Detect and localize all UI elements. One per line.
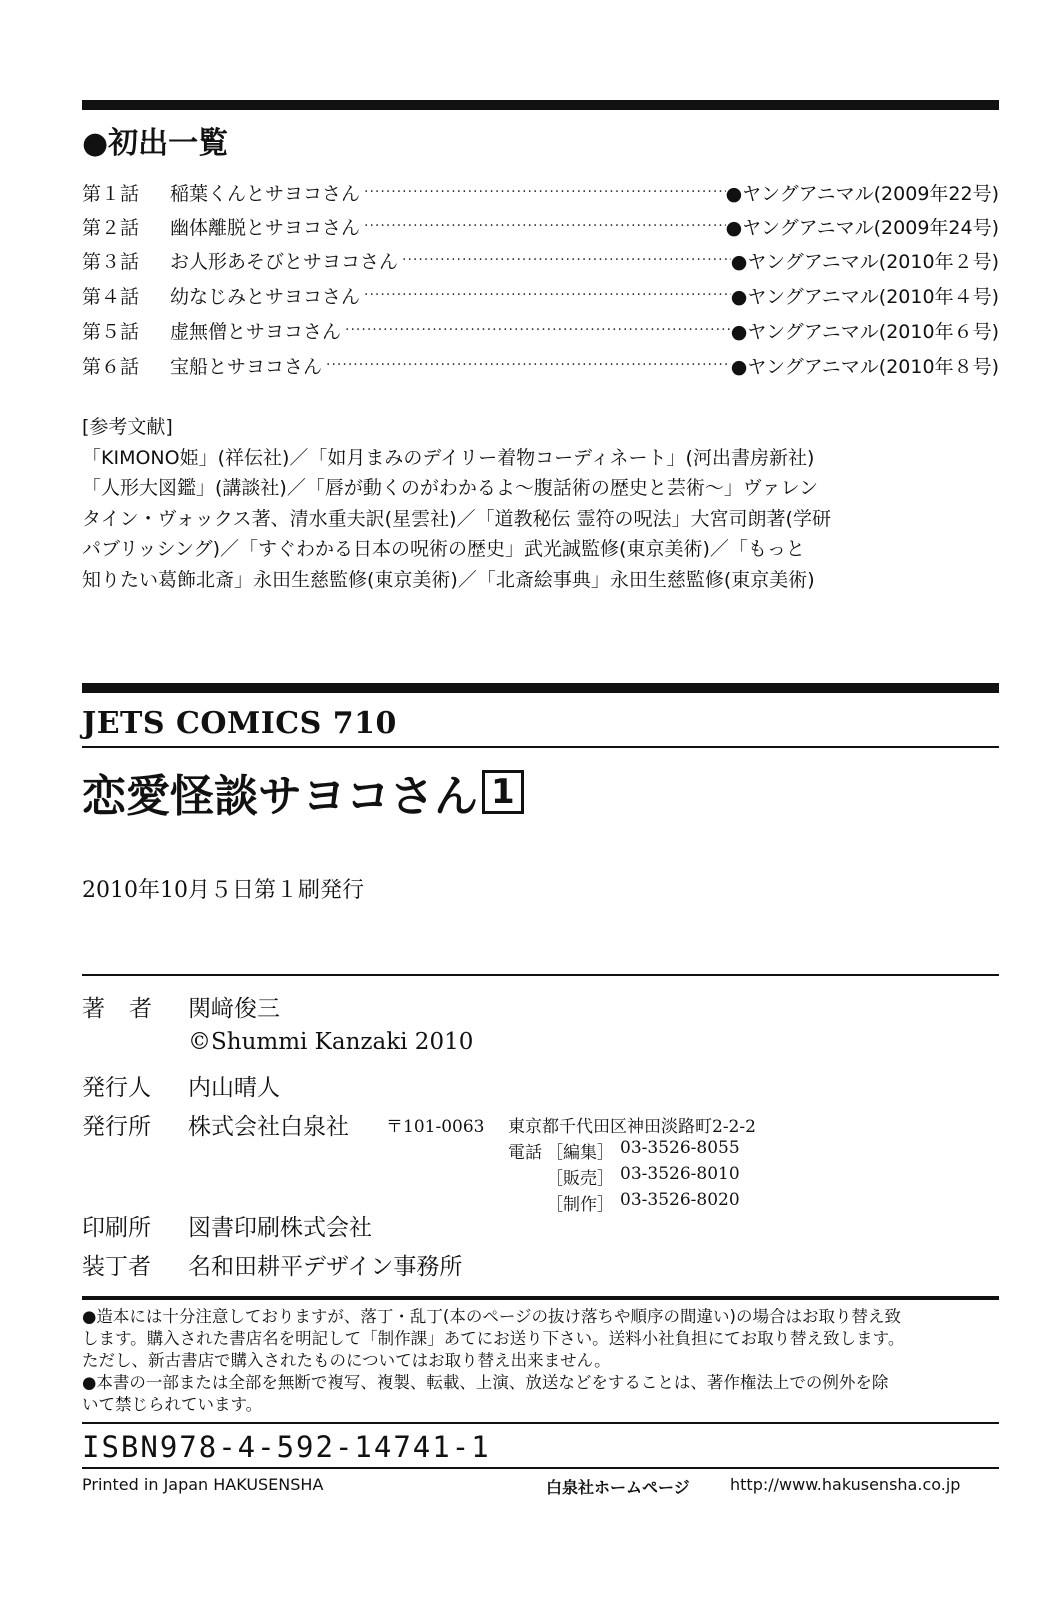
copyright: ©Shummi Kanzaki 2010	[188, 1029, 474, 1055]
phone-dept: ［販売］	[546, 1169, 614, 1189]
episode-publication: ●ヤングアニマル(2009年24号)	[725, 216, 999, 239]
homepage-url[interactable]: http://www.hakusensha.co.jp	[730, 1475, 961, 1494]
publisher-person-label: 発行人	[82, 1075, 151, 1101]
reference-line: 「KIMONO姫」(祥伝社)／「如月まみのデイリー着物コーディネート」(河出書房新社)	[82, 446, 815, 469]
isbn-rule	[82, 1422, 999, 1424]
homepage-label: 白泉社ホームページ	[546, 1478, 690, 1497]
credits-rule	[82, 974, 999, 976]
first-appearance-heading: ●初出一覧	[82, 126, 229, 161]
episode-row	[82, 245, 999, 275]
postal-code: 〒101-0063	[386, 1117, 485, 1137]
series-label: JETS COMICS 710	[82, 706, 397, 741]
phone-number: 03-3526-8020	[620, 1190, 740, 1210]
episode-number: 第５話	[82, 320, 140, 343]
episode-number: 第１話	[82, 182, 140, 205]
episode-row	[82, 211, 999, 241]
episode-publication: ●ヤングアニマル(2010年２号)	[730, 250, 999, 273]
dot-leader	[360, 184, 726, 200]
episode-title: 宝船とサヨコさん	[170, 355, 323, 378]
episode-number: 第６話	[82, 355, 140, 378]
phone-dept: ［編集］	[546, 1143, 614, 1163]
notice-block	[82, 1306, 999, 1416]
publisher-label: 発行所	[82, 1114, 151, 1140]
publisher-name: 株式会社白泉社	[188, 1114, 349, 1140]
episode-publication: ●ヤングアニマル(2009年22号)	[725, 182, 999, 205]
notice-line: ただし、新古書店で購入されたものについてはお取り替え出来ません。	[82, 1351, 611, 1370]
volume-number: 1	[482, 770, 524, 814]
phone-dept: ［制作］	[546, 1195, 614, 1215]
publisher-person: 内山晴人	[188, 1075, 280, 1101]
episode-number: 第２話	[82, 216, 140, 239]
reference-line: タイン・ヴォックス著、清水重夫訳(星雲社)／「道教秘伝 霊符の呪法」大宮司朗著(学研	[82, 507, 831, 530]
dot-leader	[322, 357, 731, 373]
design-label: 装丁者	[82, 1254, 151, 1280]
notice-line: いて禁じられています。	[82, 1395, 263, 1414]
reference-line: 知りたい葛飾北斎」永田生慈監修(東京美術)／「北斎絵事典」永田生慈監修(東京美術)	[82, 568, 815, 591]
printed-in: Printed in Japan HAKUSENSHA	[82, 1475, 324, 1494]
book-title	[82, 760, 524, 824]
author-name: 関﨑俊三	[188, 996, 280, 1022]
episode-title: 幼なじみとサヨコさん	[170, 285, 361, 308]
phone-number: 03-3526-8055	[620, 1138, 740, 1158]
episode-title: 稲葉くんとサヨコさん	[170, 182, 361, 205]
episode-row	[82, 280, 999, 310]
design-name: 名和田耕平デザイン事務所	[188, 1254, 463, 1280]
reference-line: パブリッシング)／「すぐわかる日本の呪術の歴史」武光誠監修(東京美術)／「もっと	[82, 538, 805, 560]
references-block	[82, 412, 962, 595]
episode-publication: ●ヤングアニマル(2010年８号)	[730, 355, 999, 378]
printer-label: 印刷所	[82, 1215, 151, 1241]
printer-name: 図書印刷株式会社	[188, 1215, 372, 1241]
dot-leader	[360, 287, 731, 303]
dot-leader	[360, 218, 726, 234]
episode-row	[82, 177, 999, 207]
phone-number: 03-3526-8010	[620, 1164, 740, 1184]
episode-publication: ●ヤングアニマル(2010年６号)	[730, 320, 999, 343]
dot-leader	[341, 322, 731, 338]
episode-row	[82, 315, 999, 345]
notice-line: ●本書の一部または全部を無断で複写、複製、転載、上演、放送などをすることは、著作権法上での例外を除	[82, 1373, 889, 1392]
episode-number: 第４話	[82, 285, 140, 308]
episode-title: 虚無僧とサヨコさん	[170, 320, 342, 343]
notice-line: します。購入された書店名を明記して「制作課」あてにお送り下さい。送料小社負担にてお取り替え致します。	[82, 1329, 905, 1348]
phone-label: 電話	[508, 1143, 542, 1163]
notice-line: ●造本には十分注意しておりますが、落丁・乱丁(本のページの抜け落ちや順序の間違い)の場合はお取り替え致	[82, 1307, 901, 1326]
dot-leader	[398, 252, 731, 268]
isbn: ISBN978-4-592-14741-1	[82, 1430, 491, 1464]
series-rule	[82, 746, 999, 748]
reference-line: 「人形大図鑑」(講談社)／「唇が動くのがわかるよ～腹話術の歴史と芸術～」ヴァレン	[82, 477, 819, 499]
publication-date: 2010年10月５日第１刷発行	[82, 878, 364, 903]
episode-publication: ●ヤングアニマル(2010年４号)	[730, 285, 999, 308]
episode-number: 第３話	[82, 250, 140, 273]
footer-rule	[82, 1467, 999, 1469]
episode-row	[82, 350, 999, 380]
author-label: 著者	[82, 996, 176, 1022]
colophon-rule	[82, 683, 999, 693]
top-rule	[82, 100, 999, 110]
book-title-text: 恋愛怪談サヨコさん	[82, 771, 478, 822]
notice-rule	[82, 1296, 999, 1300]
episode-title: お人形あそびとサヨコさん	[170, 250, 399, 273]
address: 東京都千代田区神田淡路町2-2-2	[508, 1117, 756, 1137]
episode-title: 幽体離脱とサヨコさん	[170, 216, 361, 239]
references-heading: [参考文献]	[82, 416, 173, 438]
